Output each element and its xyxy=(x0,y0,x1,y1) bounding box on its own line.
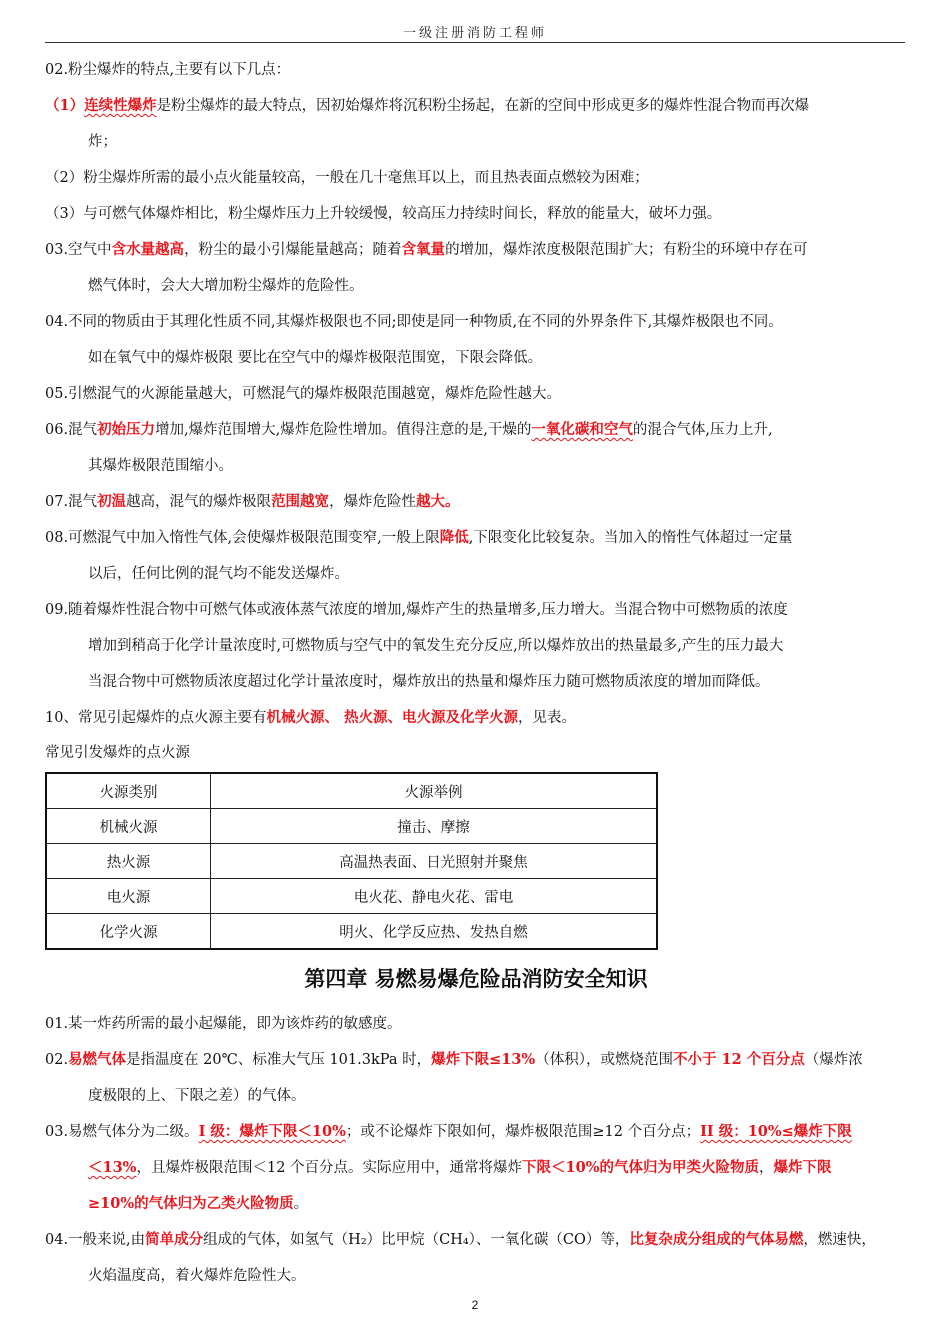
emphasis-text: 含氧量 xyxy=(401,241,446,258)
table-cell: 明火、化学反应热、发热自燃 xyxy=(211,914,658,950)
table-cell: 电火源 xyxy=(46,879,211,914)
paragraph-04-continued: 如在氧气中的爆炸极限 要比在空气中的爆炸极限范围宽，下限会降低。 xyxy=(88,350,543,366)
body-text: 越高，混气的爆炸极限 xyxy=(126,494,272,510)
ch4-paragraph-03-continued-2 xyxy=(45,1186,907,1222)
body-text: ，见表。 xyxy=(518,710,576,726)
table-header-cell: 火源类别 xyxy=(46,773,211,809)
paragraph-02-2: （2）粉尘爆炸所需的最小点火能量较高，一般在几十毫焦耳以上，而且热表面点燃较为困难； xyxy=(45,170,649,186)
body-text: 的增加，爆炸浓度极限范围扩大；有粉尘的环境中存在可 xyxy=(445,242,808,258)
body-text: ,下限变化比较复杂。当加入的惰性气体超过一定量 xyxy=(468,530,793,546)
paragraph-02-1 xyxy=(45,88,907,124)
ch4-paragraph-02 xyxy=(45,1042,907,1078)
paragraph-04: 04.不同的物质由于其理化性质不同,其爆炸极限也不同;即使是同一种物质,在不同的外界条件下,其爆炸极限也不同。 xyxy=(45,314,783,330)
paragraph-08-continued: 以后，任何比例的混气均不能发送爆炸。 xyxy=(88,566,349,582)
body-text: （爆炸浓 xyxy=(804,1052,863,1068)
ch4-paragraph-04-continued: 火焰温度高，着火爆炸危险性大。 xyxy=(88,1268,306,1284)
emphasis-text: 爆炸下限≤13% xyxy=(431,1051,536,1068)
body-text: ；或不论爆炸下限如何，爆炸极限范围≥12 个百分点； xyxy=(345,1124,701,1140)
body-text: 07.混气 xyxy=(45,494,98,510)
emphasis-text: 简单成分 xyxy=(145,1231,204,1248)
body-text: 的混合气体,压力上升, xyxy=(632,422,773,438)
emphasis-text: 初温 xyxy=(97,493,127,510)
paragraph-06 xyxy=(45,412,907,448)
body-text: 增加,爆炸范围增大,爆炸危险性增加。值得注意的是,干燥的 xyxy=(155,422,532,438)
emphasis-text: 易燃气体 xyxy=(68,1051,127,1068)
paragraph-09-continued-2: 当混合物中可燃物质浓度超过化学计量浓度时，爆炸放出的热量和爆炸压力随可燃物质浓度的增加而降低。 xyxy=(88,674,770,690)
emphasis-text: 一氧化碳和空气 xyxy=(531,421,633,438)
table-cell: 撞击、摩擦 xyxy=(211,809,658,844)
paragraph-02-3: （3）与可燃气体爆炸相比，粉尘爆炸压力上升较缓慢，较高压力持续时间长，释放的能量大，破坏力强。 xyxy=(45,206,722,222)
body-text: ， xyxy=(759,1160,774,1176)
body-text: 03.易燃气体分为二级。 xyxy=(45,1124,199,1140)
emphasis-text: 范围越宽 xyxy=(271,493,330,510)
body-text: ，且爆炸极限范围＜12 个百分点。实际应用中，通常将爆炸 xyxy=(136,1160,523,1176)
emphasis-text: 机械火源、 热火源、电火源及化学火源 xyxy=(266,709,518,726)
body-text: 04.一般来说,由 xyxy=(45,1232,146,1248)
table-cell: 热火源 xyxy=(46,844,211,879)
body-text: 10、常见引起爆炸的点火源主要有 xyxy=(45,710,267,726)
page-content xyxy=(45,52,907,1294)
ignition-source-table xyxy=(45,772,658,950)
emphasis-text: 越大。 xyxy=(416,493,460,510)
emphasis-text: 不小于 12 个百分点 xyxy=(672,1051,805,1068)
table-caption: 常见引发爆炸的点火源 xyxy=(45,745,190,761)
table-cell: 高温热表面、日光照射并聚焦 xyxy=(211,844,658,879)
emphasis-text: 降低 xyxy=(439,529,469,546)
emphasis-text: ≥10%的气体归为乙类火险物质 xyxy=(88,1195,294,1212)
header-title: 一级注册消防工程师 xyxy=(402,26,547,41)
emphasis-text: 初始压力 xyxy=(97,421,156,438)
emphasis-text: 比复杂成分组成的气体易燃 xyxy=(629,1231,804,1248)
table-cell: 机械火源 xyxy=(46,809,211,844)
emphasis-text: 爆炸下限 xyxy=(773,1159,832,1176)
ch4-paragraph-03-continued-1 xyxy=(45,1150,907,1186)
body-text: 06.混气 xyxy=(45,422,98,438)
emphasis-text: 连续性爆炸 xyxy=(84,97,157,114)
chapter-title: 第四章 易燃易爆危险品消防安全知识 xyxy=(304,967,648,991)
emphasis-text: 下限＜10%的气体归为甲类火险物质 xyxy=(522,1159,759,1176)
body-text: ，爆炸危险性 xyxy=(329,494,417,510)
ch4-paragraph-04 xyxy=(45,1222,907,1258)
ch4-paragraph-02-continued: 度极限的上、下限之差）的气体。 xyxy=(88,1088,306,1104)
body-text: 。 xyxy=(293,1196,309,1212)
page-number: 2 xyxy=(471,1298,479,1312)
paragraph-05: 05.引燃混气的火源能量越大，可燃混气的爆炸极限范围越宽，爆炸危险性越大。 xyxy=(45,386,562,402)
header-rule xyxy=(45,42,905,43)
paragraph-02-1-continued: 炸； xyxy=(88,134,117,150)
table-row xyxy=(46,844,657,879)
table-cell: 电火花、静电火花、雷电 xyxy=(211,879,658,914)
paragraph-03-continued: 燃气体时，会大大增加粉尘爆炸的危险性。 xyxy=(88,278,364,294)
body-text: 02. xyxy=(45,1052,69,1068)
table-header-row xyxy=(46,773,657,809)
body-text: ，粉尘的最小引爆能量越高；随着 xyxy=(184,242,402,258)
emphasis-text: I 级：爆炸下限＜10% xyxy=(198,1123,346,1140)
body-text: （体积），或燃烧范围 xyxy=(535,1052,673,1068)
emphasis-text: 含水量越高 xyxy=(111,241,185,258)
paragraph-03 xyxy=(45,232,907,268)
paragraph-09: 09.随着爆炸性混合物中可燃气体或液体蒸气浓度的增加,爆炸产生的热量增多,压力增大。当混合物中可燃物质的浓度 xyxy=(45,602,788,618)
table-row xyxy=(46,879,657,914)
body-text: 是指温度在 20℃、标准大气压 101.3kPa 时， xyxy=(126,1052,432,1068)
item-number: （1） xyxy=(45,97,85,114)
body-text: 组成的气体，如氢气（H₂）比甲烷（CH₄）、一氧化碳（CO）等， xyxy=(203,1232,630,1248)
body-text: 03.空气中 xyxy=(45,242,112,258)
emphasis-text: ＜13% xyxy=(88,1159,137,1176)
paragraph-10 xyxy=(45,700,907,736)
table-header-cell: 火源举例 xyxy=(211,773,658,809)
ch4-paragraph-01: 01.某一炸药所需的最小起爆能，即为该炸药的敏感度。 xyxy=(45,1016,402,1032)
body-text: 是粉尘爆炸的最大特点，因初始爆炸将沉积粉尘扬起，在新的空间中形成更多的爆炸性混合物而再次爆 xyxy=(156,98,810,114)
paragraph-09-continued-1: 增加到稍高于化学计量浓度时,可燃物质与空气中的氧发生充分反应,所以爆炸放出的热量最多,产生的压力最大 xyxy=(88,638,784,654)
paragraph-07 xyxy=(45,484,907,520)
paragraph-02-intro: 02.粉尘爆炸的特点,主要有以下几点： xyxy=(45,62,291,78)
paragraph-06-continued: 其爆炸极限范围缩小。 xyxy=(88,458,233,474)
emphasis-text: II 级：10%≤爆炸下限 xyxy=(700,1123,852,1140)
table-row xyxy=(46,914,657,950)
ch4-paragraph-03 xyxy=(45,1114,907,1150)
body-text: ，燃速快， xyxy=(803,1232,876,1248)
paragraph-08 xyxy=(45,520,907,556)
body-text: 08.可燃混气中加入惰性气体,会使爆炸极限范围变窄,一般上限 xyxy=(45,530,440,546)
table-row xyxy=(46,809,657,844)
table-cell: 化学火源 xyxy=(46,914,211,950)
